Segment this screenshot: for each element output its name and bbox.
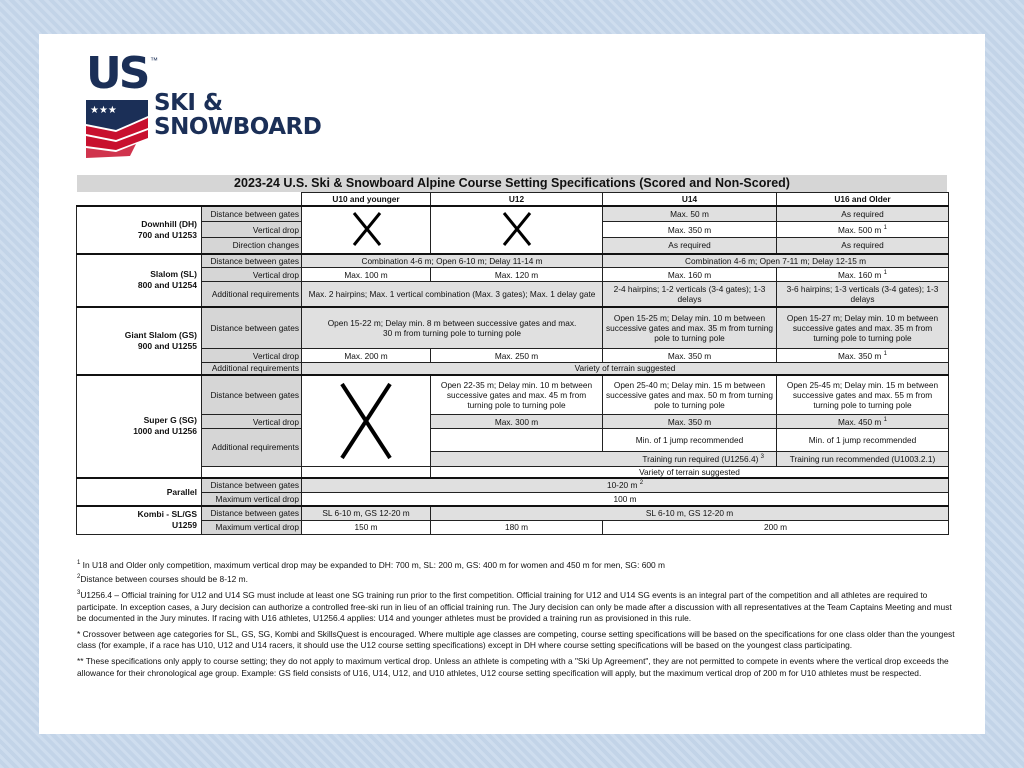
event-name: Downhill (DH) [141, 218, 197, 229]
cell: Max. 350 m [603, 349, 777, 363]
course-setting-spec-table [76, 192, 949, 535]
cell: As required [603, 238, 777, 254]
row-label: Direction changes [202, 238, 302, 254]
table-row [77, 307, 949, 349]
us-ski-snowboard-logo [86, 48, 326, 154]
logo-trademark: ™ [150, 56, 158, 65]
cell [431, 429, 603, 452]
row-label: Additional requirements [202, 429, 302, 467]
cell: Max. 250 m [431, 349, 603, 363]
event-rule: 800 and U1254 [137, 280, 197, 290]
slide [39, 34, 985, 734]
cell: 180 m [431, 520, 603, 534]
row-label: Distance between gates [202, 478, 302, 492]
event-name: Parallel [166, 486, 197, 497]
row-label: Maximum vertical drop [202, 520, 302, 534]
header-u16: U16 and Older [777, 193, 949, 206]
event-name: Giant Slalom (GS) [124, 329, 197, 340]
table-header-row [77, 193, 949, 206]
event-downhill [77, 206, 202, 254]
event-giant-slalom [77, 307, 202, 375]
row-label: Vertical drop [202, 415, 302, 429]
logo-snowboard-text: SNOWBOARD [154, 114, 322, 140]
cell: SL 6-10 m, GS 12-20 m [302, 506, 431, 520]
cell: Max. 200 m [302, 349, 431, 363]
cell: 10-20 m $^2$ [302, 478, 949, 492]
table-row [77, 478, 949, 492]
row-label: Distance between gates [202, 375, 302, 415]
event-rule: 900 and U1255 [137, 340, 197, 351]
cell: 150 m [302, 520, 431, 534]
cell: Max. 450 m $^1$ [777, 415, 949, 429]
cell: Combination 4-6 m; Open 6-10 m; Delay 11-14 m [302, 254, 603, 268]
cell: Max. 350 m [603, 222, 777, 238]
cell [302, 466, 431, 478]
table-row [77, 415, 949, 429]
cell: 200 m [603, 520, 949, 534]
cell: Max. 120 m [431, 268, 603, 282]
logo-ski-text: SKI & [154, 90, 223, 116]
table-row [77, 492, 949, 506]
footnote-crossover: * Crossover between age categories for SL, GS, SG, Kombi and SkillsQuest is encouraged. Where multiple age classes are competing, course setting specifications will be based on the specifications for one class older than the youngest class (for example, if a race has U10, U12 and U14 racers, it should use the U12 course setting specifications) except in DH where course setting specifications will be based on the youngest class participating. [77, 629, 955, 651]
cell: Open 15-22 m; Delay min. 8 m between successive gates and max. 30 m from turning pole to turning pole [302, 307, 603, 349]
header-blank [77, 193, 302, 206]
header-u14: U14 [603, 193, 777, 206]
row-label: Additional requirements [202, 363, 302, 375]
logo-us-text: US [86, 48, 148, 99]
table-row [77, 349, 949, 363]
event-super-g [77, 375, 202, 479]
header-u12: U12 [431, 193, 603, 206]
cell: 3-6 hairpins; 1-3 verticals (3-4 gates); 1-3 delays [777, 282, 949, 307]
cell: Max. 160 m [603, 268, 777, 282]
event-parallel [77, 478, 202, 506]
row-label: Distance between gates [202, 307, 302, 349]
event-kombi [77, 506, 202, 534]
row-label: Distance between gates [202, 254, 302, 268]
event-name: Super G (SG) [143, 415, 197, 426]
cell: Training run required (U1256.4) $^3$ [431, 451, 777, 466]
cell: Max. 50 m [603, 206, 777, 222]
table-row [77, 466, 949, 478]
table-row [77, 282, 949, 307]
row-label: Distance between gates [202, 506, 302, 520]
footnote-1: $^1$ In U18 and Older only competition, maximum vertical drop may be expanded to DH: 700 m, SL: 200 m, GS: 400 m for women and 450 m for men, SG: 600 m [77, 560, 666, 570]
row-label: Additional requirements [202, 282, 302, 307]
table-row [77, 506, 949, 520]
row-label: Vertical drop [202, 268, 302, 282]
cell: Open 22-35 m; Delay min. 10 m between successive gates and max. 45 m from turning pole to turning pole [431, 375, 603, 415]
table-row [77, 206, 949, 222]
footnote-2: $^2$Distance between courses should be 8-12 m. [77, 574, 248, 585]
footnotes [77, 560, 957, 684]
cell: 100 m [302, 492, 949, 506]
row-label [202, 466, 302, 478]
table-row [77, 429, 949, 452]
cross-icon [302, 376, 431, 464]
row-label: Maximum vertical drop [202, 492, 302, 506]
cell: Max. 300 m [431, 415, 603, 429]
flag-mountain-icon [86, 100, 152, 160]
not-applicable-mark [302, 206, 431, 254]
cross-icon [431, 207, 603, 251]
svg-text:★★★: ★★★ [90, 105, 117, 116]
cell: SL 6-10 m, GS 12-20 m [431, 506, 949, 520]
table-row [77, 254, 949, 268]
cell: Open 25-45 m; Delay min. 15 m between successive gates and max. 55 m from turning pole to turning pole [777, 375, 949, 415]
table-row [77, 375, 949, 415]
table-row [77, 268, 949, 282]
cell: Max. 350 m [603, 415, 777, 429]
not-applicable-mark [302, 375, 431, 467]
cell: Max. 100 m [302, 268, 431, 282]
footnote-3: $^3$U1256.4 – Official training for U12 and U14 SG must include at least one SG training run prior to the first competition. Official training for U12 and U14 SG events is an integral part of the competition and all athletes are required to participate. In exception cases, a Jury decision can authorize a controlled free-ski run in lieu of an official training run. The Jury decision can only be made after a discussion with all representatives at the Team Captains Meeting and must be documented in the Jury minutes. If racing with U16 athletes, U1256.4 applies: U14 and younger athletes must be provided a training run as provisioned in this rule. [77, 590, 952, 623]
cell: As required [777, 238, 949, 254]
cell: Open 15-25 m; Delay min. 10 m between successive gates and max. 35 m from turning pole to turning pole [603, 307, 777, 349]
not-applicable-mark [431, 206, 603, 254]
cell: 2-4 hairpins; 1-2 verticals (3-4 gates); 1-3 delays [603, 282, 777, 307]
event-rule: 700 and U1253 [137, 229, 197, 240]
event-name: Kombi - SL/GS [137, 509, 197, 520]
table-row [77, 520, 949, 534]
event-rule: 1000 and U1256 [133, 426, 197, 437]
cell: As required [777, 206, 949, 222]
cell: Max. 2 hairpins; Max. 1 vertical combination (Max. 3 gates); Max. 1 delay gate [302, 282, 603, 307]
cell: Combination 4-6 m; Open 7-11 m; Delay 12-15 m [603, 254, 949, 268]
cell: Variety of terrain suggested [431, 466, 949, 478]
cell: Variety of terrain suggested [302, 363, 949, 375]
header-u10: U10 and younger [302, 193, 431, 206]
row-label: Vertical drop [202, 222, 302, 238]
event-rule: U1259 [171, 520, 197, 531]
cell: Training run recommended (U1003.2.1) [777, 451, 949, 466]
spec-table-title: 2023-24 U.S. Ski & Snowboard Alpine Course Setting Specifications (Scored and Non-Scored) [77, 175, 947, 192]
cell: Min. of 1 jump recommended [777, 429, 949, 452]
cross-icon [302, 207, 431, 251]
table-row [77, 363, 949, 375]
cell: Open 25-40 m; Delay min. 15 m between successive gates and max. 50 m from turning pole to turning pole [603, 375, 777, 415]
cell: Max. 350 m $^1$ [777, 349, 949, 363]
cell: Open 15-27 m; Delay min. 10 m between successive gates and max. 35 m from turning pole to turning pole [777, 307, 949, 349]
row-label: Vertical drop [202, 349, 302, 363]
cell: Max. 500 m $^1$ [777, 222, 949, 238]
row-label: Distance between gates [202, 206, 302, 222]
footnote-vertical-drop: ** These specifications only apply to course setting; they do not apply to maximum vertical drop. Unless an athlete is competing with a "Ski Up Agreement", they are not permitted to compete in events where the vertical drop exceeds the allowance for their chronological age group. Example: GS field consists of U16, U14, U12, and U10 athletes, U12 course setting specification will apply, but the maximum vertical drop of 200 m for U10 athletes must be respected. [77, 656, 949, 678]
event-name: Slalom (SL) [150, 269, 197, 279]
cell: Min. of 1 jump recommended [603, 429, 777, 452]
cell: Max. 160 m $^1$ [777, 268, 949, 282]
event-slalom [77, 254, 202, 307]
